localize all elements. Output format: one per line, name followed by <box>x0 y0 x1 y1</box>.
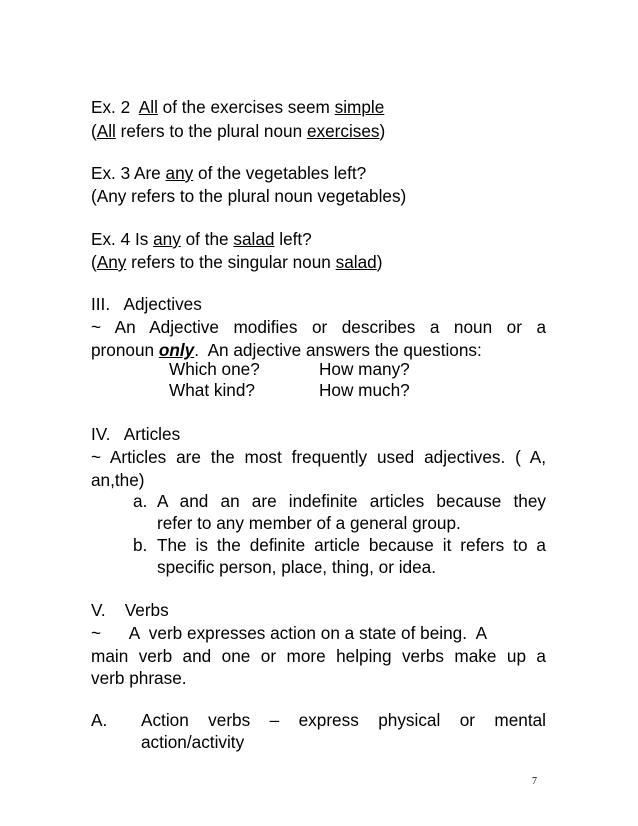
action-line2: action/activity <box>141 732 245 752</box>
articles-marker-a: a. <box>133 491 148 511</box>
ex3-text0: Are <box>130 163 166 183</box>
action-line1: Action verbs – express physical or mental <box>141 710 546 730</box>
adjectives-question-row1 <box>169 358 429 380</box>
paren-close: ) <box>376 252 383 272</box>
ex4-note-word-salad: salad <box>335 252 377 272</box>
ex2-line2 <box>91 120 546 142</box>
adjectives-text-a: pronoun <box>91 340 159 360</box>
paren-open: ( <box>91 252 97 272</box>
ex4-line1 <box>91 228 546 250</box>
adjectives-question-row2 <box>169 379 429 401</box>
articles-a-line2: refer to any member of a general group. <box>157 513 461 533</box>
ex2-word-all: All <box>138 97 158 117</box>
paren-open: ( <box>91 121 97 141</box>
verbs-heading: V. Verbs <box>91 600 169 620</box>
ex3-word-any: any <box>165 163 194 183</box>
page-number: 7 <box>532 776 537 787</box>
verbs-line3: verb phrase. <box>91 668 187 688</box>
adjectives-text-b: . An adjective answers the questions: <box>194 340 482 360</box>
articles-marker-b: b. <box>133 535 148 555</box>
ex4-label: Ex. 4 <box>91 229 131 249</box>
articles-a-line1: A and an are indefinite articles because they <box>157 491 546 511</box>
question-how-much: How much? <box>319 380 410 400</box>
ex3-line1 <box>91 162 546 184</box>
ex4-text0: Is <box>130 229 154 249</box>
verbs-line1: ~ A verb expresses action on a state of being. A <box>91 623 488 643</box>
paren-close: ) <box>379 121 386 141</box>
ex4-word-salad: salad <box>233 229 275 249</box>
articles-b-line2: specific person, place, thing, or idea. <box>157 557 436 577</box>
question-which-one: Which one? <box>169 359 260 379</box>
ex4-text2: left? <box>274 229 312 249</box>
articles-line2: an,the) <box>91 470 145 490</box>
articles-line1: ~ Articles are the most frequently used adjectives. ( A, <box>91 447 546 467</box>
action-marker: A. <box>91 710 108 730</box>
ex4-note-text: refers to the singular noun <box>126 252 336 272</box>
ex2-label: Ex. 2 <box>91 97 131 117</box>
ex4-note-word-any: Any <box>96 252 127 272</box>
ex3-text1: of the vegetables left? <box>193 163 367 183</box>
ex4-text1: of the <box>180 229 234 249</box>
ex2-line1 <box>91 96 546 118</box>
adjectives-emphasis-only: only <box>158 340 195 360</box>
adjectives-heading: III. Adjectives <box>91 294 202 314</box>
ex2-word-simple: simple <box>334 97 385 117</box>
ex4-line2 <box>91 251 546 273</box>
question-what-kind: What kind? <box>169 380 255 400</box>
ex3-line2: (Any refers to the plural noun vegetables) <box>91 186 407 206</box>
ex3-label: Ex. 3 <box>91 163 131 183</box>
articles-b-line1: The is the definite article because it refers to a <box>157 535 546 555</box>
ex2-note-text: refers to the plural noun <box>115 121 307 141</box>
question-how-many: How many? <box>319 359 410 379</box>
verbs-line2: main verb and one or more helping verbs make up a <box>91 646 546 666</box>
adjectives-line1: ~ An Adjective modifies or describes a noun or a <box>91 317 546 337</box>
ex2-note-word-exercises: exercises <box>306 121 380 141</box>
ex2-text: of the exercises seem <box>157 97 335 117</box>
ex4-word-any: any <box>153 229 181 249</box>
articles-heading: IV. Articles <box>91 424 181 444</box>
ex2-note-word-all: All <box>96 121 116 141</box>
